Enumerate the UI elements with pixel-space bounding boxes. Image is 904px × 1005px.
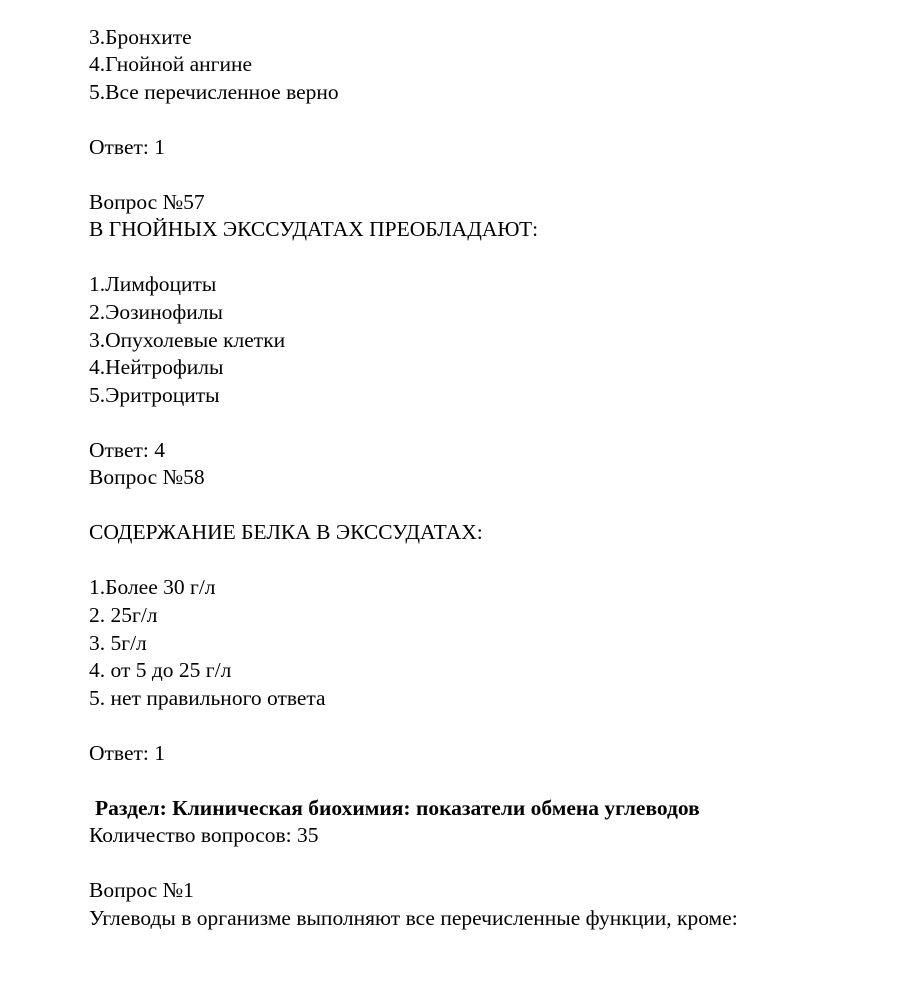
q1-title: Вопрос №1 — [89, 878, 194, 902]
q58-option-2: 2. 25г/л — [89, 603, 158, 627]
q58-option-4: 4. от 5 до 25 г/л — [89, 658, 232, 682]
q58-option-3: 3. 5г/л — [89, 631, 147, 655]
q56-option-3: 3.Бронхите — [89, 25, 192, 49]
q57-option-4: 4.Нейтрофилы — [89, 355, 224, 379]
q57-title: Вопрос №57 — [89, 190, 205, 214]
q58-option-1: 1.Более 30 г/л — [89, 575, 216, 599]
q58-question: СОДЕРЖАНИЕ БЕЛКА В ЭКССУДАТАХ: — [89, 520, 483, 544]
q57-option-5: 5.Эритроциты — [89, 383, 220, 407]
q58-title: Вопрос №58 — [89, 465, 205, 489]
section-question-count: Количество вопросов: 35 — [89, 823, 319, 847]
q57-option-3: 3.Опухолевые клетки — [89, 328, 286, 352]
q57-question: В ГНОЙНЫХ ЭКССУДАТАХ ПРЕОБЛАДАЮТ: — [89, 217, 539, 241]
q57-option-2: 2.Эозинофилы — [89, 300, 223, 324]
q56-option-5: 5.Все перечисленное верно — [89, 80, 339, 104]
q57-option-1: 1.Лимфоциты — [89, 272, 217, 296]
section-heading: Раздел: Клиническая биохимия: показатели обмена углеводов — [95, 796, 700, 820]
q56-option-4: 4.Гнойной ангине — [89, 52, 253, 76]
q56-answer: Ответ: 1 — [89, 135, 165, 159]
q58-option-5: 5. нет правильного ответа — [89, 686, 326, 710]
q1-question: Углеводы в организме выполняют все перечисленные функции, кроме: — [89, 906, 738, 930]
q57-answer: Ответ: 4 — [89, 438, 165, 462]
q58-answer: Ответ: 1 — [89, 741, 165, 765]
